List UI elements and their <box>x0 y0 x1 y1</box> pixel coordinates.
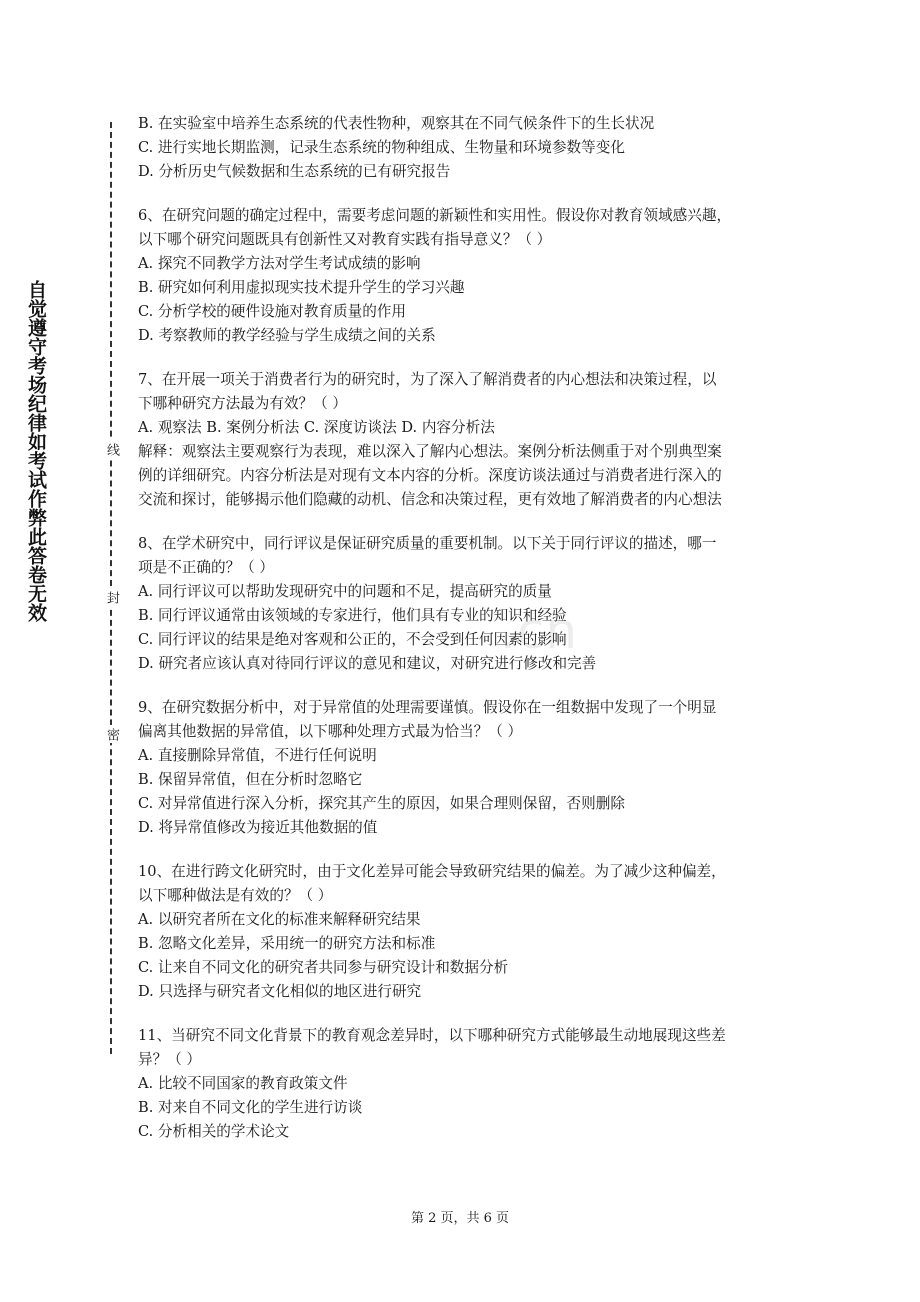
question-stem: 9、在研究数据分析中，对于异常值的处理需要谨慎。假设你在一组数据中发现了一个明显 <box>138 699 717 716</box>
question-stem: 异？（ ） <box>138 1051 202 1068</box>
seal-label-mi: 密 <box>102 725 120 743</box>
question-stem: 7、在开展一项关于消费者行为的研究时，为了深入了解消费者的内心想法和决策过程，以 <box>138 371 717 388</box>
option-b: B. 同行评议通常由该领域的专家进行，他们具有专业的知识和经验 <box>138 607 567 624</box>
option-c: C. 对异常值进行深入分析，探究其产生的原因，如果合理则保留，否则删除 <box>138 795 625 812</box>
question-stem: 下哪种研究方法最为有效？（ ） <box>138 395 347 412</box>
question-stem: 6、在研究问题的确定过程中，需要考虑问题的新颖性和实用性。假设你对教育领域感兴趣， <box>138 207 732 224</box>
option-d: D. 分析历史气候数据和生态系统的已有研究报告 <box>138 163 451 180</box>
options-inline: A. 观察法 B. 案例分析法 C. 深度访谈法 D. 内容分析法 <box>138 419 495 436</box>
option-c: C. 同行评议的结果是绝对客观和公正的，不会受到任何因素的影响 <box>138 631 567 648</box>
option-c: C. 进行实地长期监测，记录生态系统的物种组成、生物量和环境参数等变化 <box>138 139 625 156</box>
option-d: D. 研究者应该认真对待同行评议的意见和建议，对研究进行修改和完善 <box>138 655 597 672</box>
watermark: .cn <box>500 602 579 660</box>
option-a: A. 比较不同国家的教育政策文件 <box>138 1075 348 1092</box>
option-a: A. 以研究者所在文化的标准来解释研究结果 <box>138 911 421 928</box>
explanation-text: 例的详细研究。内容分析法是对现有文本内容的分析。深度访谈法通过与消费者进行深入的 <box>138 467 722 484</box>
option-a: A. 同行评议可以帮助发现研究中的问题和不足，提高研究的质量 <box>138 583 552 600</box>
seal-label-seal: 封 <box>102 588 120 606</box>
previous-question-options <box>138 112 788 184</box>
question-stem: 8、在学术研究中，同行评议是保证研究质量的重要机制。以下关于同行评议的描述，哪一 <box>138 535 717 552</box>
question-content <box>138 112 788 1144</box>
explanation-text: 交流和探讨，能够揭示他们隐藏的动机、信念和决策过程，更有效地了解消费者的内心想法 <box>138 491 722 508</box>
question-stem: 11、当研究不同文化背景下的教育观念差异时，以下哪种研究方式能够最生动地展现这些差 <box>138 1027 726 1044</box>
option-d: D. 考察教师的教学经验与学生成绩之间的关系 <box>138 327 436 344</box>
option-b: B. 研究如何利用虚拟现实技术提升学生的学习兴趣 <box>138 279 465 296</box>
question-stem: 10、在进行跨文化研究时，由于文化差异可能会导致研究结果的偏差。为了减少这种偏差， <box>138 863 726 880</box>
question-stem: 项是不正确的？（ ） <box>138 559 274 576</box>
option-b: B. 在实验室中培养生态系统的代表性物种，观察其在不同气候条件下的生长状况 <box>138 115 655 132</box>
question-7 <box>138 368 788 512</box>
option-b: B. 忽略文化差异，采用统一的研究方法和标准 <box>138 935 436 952</box>
question-10 <box>138 860 788 1004</box>
option-c: C. 分析相关的学术论文 <box>138 1123 290 1140</box>
option-d: D. 将异常值修改为接近其他数据的值 <box>138 819 378 836</box>
question-9 <box>138 696 788 840</box>
option-d: D. 只选择与研究者文化相似的地区进行研究 <box>138 983 422 1000</box>
question-stem: 以下哪个研究问题既具有创新性又对教育实践有指导意义？（ ） <box>138 231 552 248</box>
option-a: A. 直接删除异常值，不进行任何说明 <box>138 747 377 764</box>
question-11 <box>138 1024 788 1144</box>
option-a: A. 探究不同教学方法对学生考试成绩的影响 <box>138 255 421 272</box>
question-stem: 以下哪种做法是有效的？（ ） <box>138 887 333 904</box>
question-8 <box>138 532 788 676</box>
explanation-text: 解释：观察法主要观察行为表现，难以深入了解内心想法。案例分析法侧重于对个别典型案 <box>138 443 722 460</box>
option-c: C. 分析学校的硬件设施对教育质量的作用 <box>138 303 407 320</box>
option-b: B. 对来自不同文化的学生进行访谈 <box>138 1099 363 1116</box>
seal-label-line: 线 <box>102 440 120 458</box>
page-number-footer: 第 2 页，共 6 页 <box>410 1211 510 1226</box>
question-stem: 偏离其他数据的异常值，以下哪种处理方式最为恰当？（ ） <box>138 723 523 740</box>
exam-discipline-notice: 自觉遵守考场纪律如考试作弊此答卷无效 <box>25 280 47 622</box>
option-c: C. 让来自不同文化的研究者共同参与研究设计和数据分析 <box>138 959 509 976</box>
option-b: B. 保留异常值，但在分析时忽略它 <box>138 771 363 788</box>
question-6 <box>138 204 788 348</box>
